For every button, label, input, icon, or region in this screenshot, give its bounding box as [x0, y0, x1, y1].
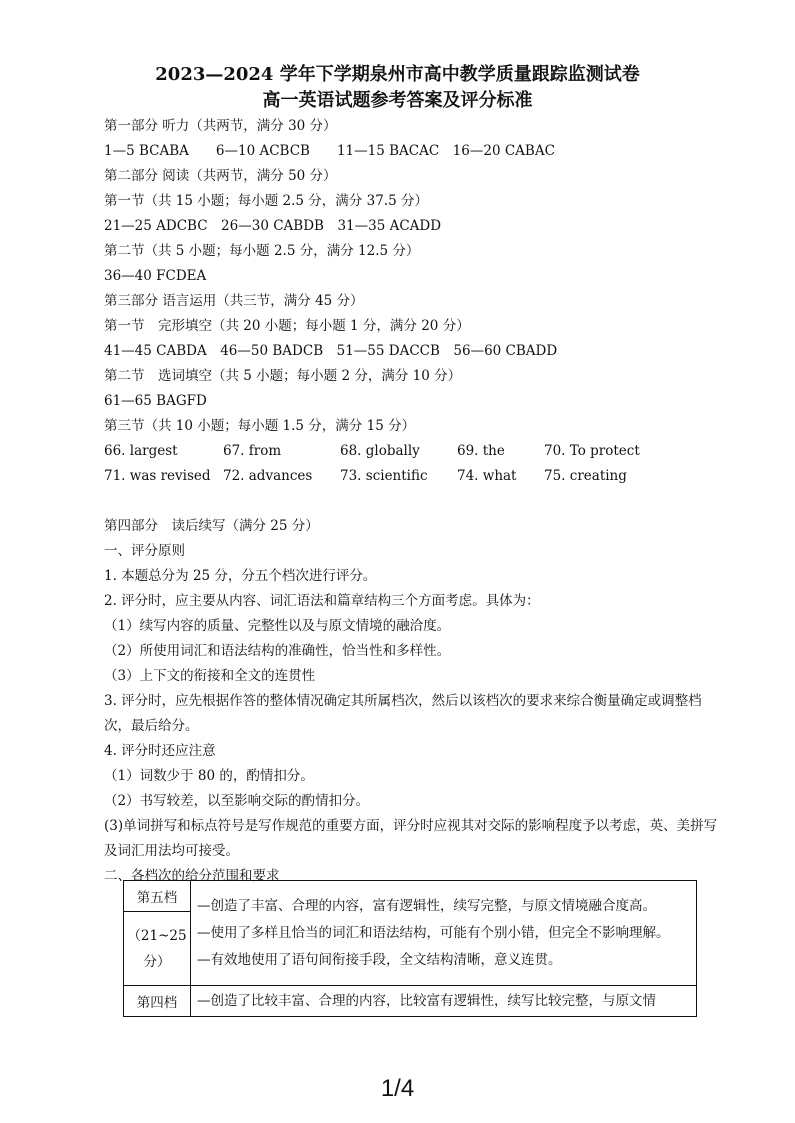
cloze-answers: 41—45 CABDA 46—50 BADCB 51—55 DACCB 56—60 CBADD: [104, 343, 558, 359]
principle-4-item-3: (3)单词拼写和标点符号是写作规范的重要方面，评分时应视其对交际的影响程度予以考虑，英、美拼写及词汇用法均可接受。: [104, 818, 718, 859]
score-level-table: [123, 880, 697, 1017]
listening-answers: 1—5 BCABA 6—10 ACBCB 11—15 BACAC 16—20 CABAC: [104, 143, 555, 159]
answer-67: 67. from: [223, 443, 282, 459]
level-5-criterion: —有效地使用了语句间衔接手段，全文结构清晰，意义连贯。: [197, 951, 562, 968]
answer-71: 71. was revised: [104, 468, 211, 484]
answer-72: 72. advances: [223, 468, 313, 484]
principle-2-item-3: （3）上下文的衔接和全文的连贯性: [104, 668, 316, 684]
reading-section1-answers: 21—25 ADCBC 26—30 CABDB 31—35 ACADD: [104, 218, 442, 234]
table-row: [124, 986, 697, 1017]
level-5-criteria: [191, 881, 697, 986]
answer-key-content: [104, 114, 724, 889]
grammar-answers-row-1: [104, 439, 724, 464]
principle-3: 3. 评分时，应先根据作答的整体情况确定其所属档次，然后以该档次的要求来综合衡量确定或调整档次，最后给分。: [104, 693, 702, 734]
answer-68: 68. globally: [340, 443, 420, 459]
word-fill-heading: 第二节 选词填空（共 5 小题；每小题 2 分，满分 10 分）: [104, 368, 462, 384]
cloze-heading: 第一节 完形填空（共 20 小题；每小题 1 分，满分 20 分）: [104, 318, 470, 334]
scoring-principles-heading: 一、评分原则: [104, 543, 185, 559]
document-title: 2023—2024 学年下学期泉州市高中教学质量跟踪监测试卷: [155, 64, 640, 85]
answer-69: 69. the: [457, 443, 505, 459]
part1-heading: 第一部分 听力（共两节，满分 30 分）: [104, 118, 337, 134]
reading-section2-answers: 36—40 FCDEA: [104, 268, 207, 284]
word-fill-answers: 61—65 BAGFD: [104, 393, 207, 409]
principle-2: 2. 评分时，应主要从内容、词汇语法和篇章结构三个方面考虑。具体为：: [104, 593, 540, 609]
principle-4-item-1: （1）词数少于 80 的，酌情扣分。: [104, 768, 314, 784]
level-4-criteria: —创造了比较丰富、合理的内容，比较富有逻辑性，续写比较完整，与原文情: [191, 986, 697, 1017]
part4-heading: 第四部分 读后续写（满分 25 分）: [104, 518, 319, 534]
level-4-label: 第四档: [124, 986, 191, 1017]
reading-section2-heading: 第二节（共 5 小题；每小题 2.5 分，满分 12.5 分）: [104, 243, 420, 259]
part2-heading: 第二部分 阅读（共两节，满分 50 分）: [104, 168, 337, 184]
score-levels-heading: 二、各档次的给分范围和要求: [104, 868, 280, 884]
spacer: [104, 489, 724, 514]
reading-section1-heading: 第一节（共 15 小题；每小题 2.5 分，满分 37.5 分）: [104, 193, 428, 209]
table-row: [124, 881, 697, 912]
level-5-label: 第五档: [124, 881, 191, 912]
answer-66: 66. largest: [104, 443, 178, 459]
level-5-criterion: —创造了丰富、合理的内容，富有逻辑性，续写完整，与原文情境融合度高。: [197, 897, 656, 914]
document-subtitle: 高一英语试题参考答案及评分标准: [262, 90, 533, 111]
part3-heading: 第三部分 语言运用（共三节，满分 45 分）: [104, 293, 364, 309]
grammar-answers-row-2: [104, 464, 724, 489]
principle-1: 1. 本题总分为 25 分，分五个档次进行评分。: [104, 568, 377, 584]
answer-74: 74. what: [457, 468, 517, 484]
principle-2-item-2: （2）所使用词汇和语法结构的准确性，恰当性和多样性。: [104, 643, 451, 659]
answer-75: 75. creating: [544, 468, 627, 484]
grammar-fill-heading: 第三节（共 10 小题；每小题 1.5 分，满分 15 分）: [104, 418, 416, 434]
level-5-range: （21~25 分）: [124, 912, 191, 986]
answer-73: 73. scientific: [340, 468, 428, 484]
principle-4-item-2: （2）书写较差，以至影响交际的酌情扣分。: [104, 793, 370, 809]
principle-4: 4. 评分时还应注意: [104, 743, 216, 759]
principle-2-item-1: （1）续写内容的质量、完整性以及与原文情境的融洽度。: [104, 618, 451, 634]
answer-70: 70. To protect: [544, 443, 640, 459]
page-number: 1/4: [380, 1075, 415, 1102]
level-5-criterion: —使用了多样且恰当的词汇和语法结构，可能有个别小错，但完全不影响理解。: [197, 924, 670, 941]
